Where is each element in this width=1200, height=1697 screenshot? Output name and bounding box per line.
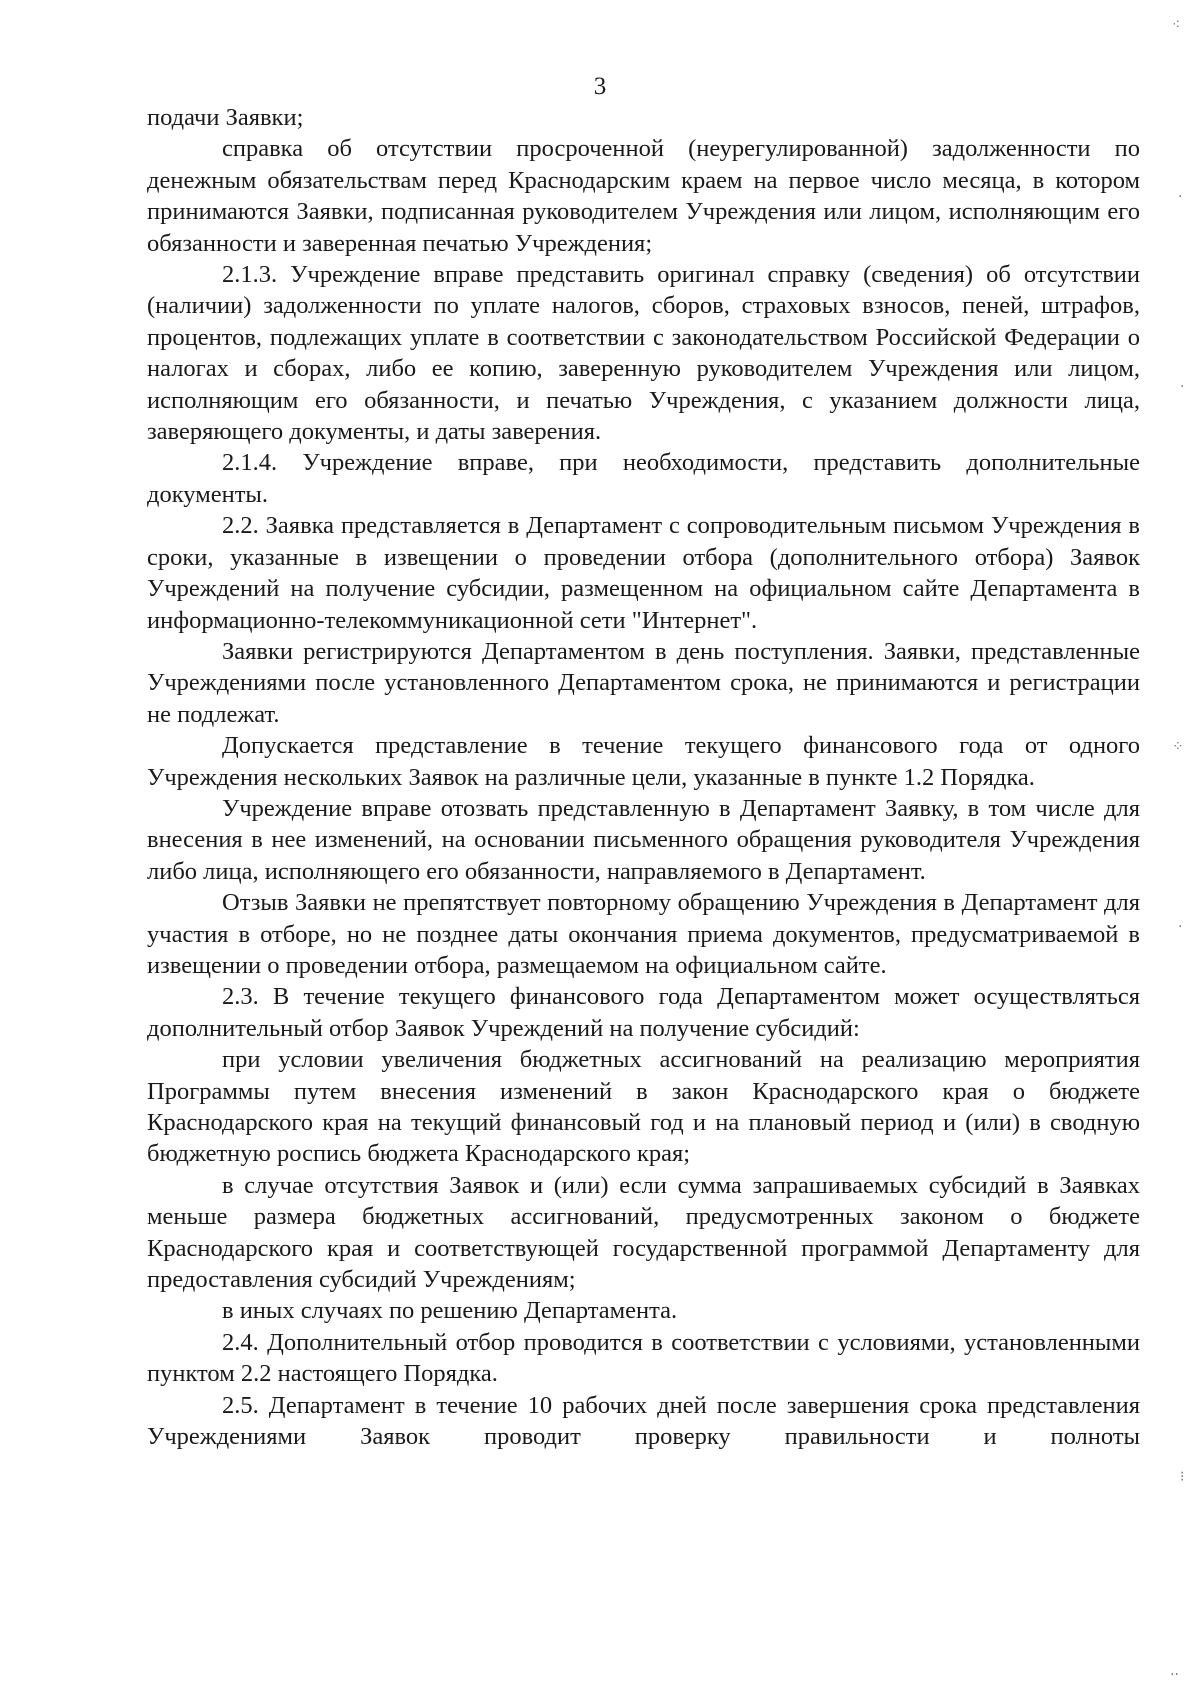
paragraph: 2.1.4. Учреждение вправе, при необходимости, представить дополнительные документы. [147, 449, 1140, 508]
paragraph: 2.1.3. Учреждение вправе представить оригинал справку (сведения) об отсутствии (наличии) задолженности по уплате налогов, сборов, страховых взносов, пеней, штрафов, процентов, подлежащих уплате в соответствии с законодательством Российской Федерации о налогах и сборах, либо ее копию, заверенную руководителем Учреждения или лицом, исполняющим его обязанности, и печатью Учреждения, с указанием должности лица, заверяющего документы, и даты заверения. [147, 261, 1140, 446]
paragraph: в иных случаях по решению Департамента. [222, 1297, 678, 1325]
paragraph: справка об отсутствии просроченной (неурегулированной) задолженности по денежным обязательствам перед Краснодарским краем на первое число месяца, в котором принимаются Заявки, подписанная руководителем Учреждения или лицом, исполняющим его обязанности и заверенная печатью Учреждения; [147, 135, 1140, 257]
scan-noise: ⁖ [1172, 17, 1181, 33]
paragraph: 2.4. Дополнительный отбор проводится в соответствии с условиями, установленными пунктом 2.2 настоящего Порядка. [147, 1328, 1140, 1388]
paragraph: Отзыв Заявки не препятствует повторному обращению Учреждения в Департамент для участия в отборе, но не позднее даты окончания приема документов, предусматриваемой в извещении о проведении отбора, размещаемом на официальном сайте. [147, 889, 1140, 979]
paragraph: Учреждение вправе отозвать представленную в Департамент Заявку, в том числе для внесения в нее изменений, на основании письменного обращения руководителя Учреждения либо лица, исполняющего его обязанности, направляемого в Департамент. [147, 794, 1140, 885]
paragraph: в случае отсутствия Заявок и (или) если сумма запрашиваемых субсидий в Заявках меньше размера бюджетных ассигнований, предусмотренных законом о бюджете Краснодарского края и соответствующей государственной программой Департаменту для предоставления субсидий Учреждениям; [147, 1171, 1140, 1294]
paragraph: 2.5. Департамент в течение 10 рабочих дней после завершения срока представления Учреждениями Заявок проводит проверку правильности и полноты [147, 1391, 1140, 1451]
paragraph: Заявки регистрируются Департаментом в день поступления. Заявки, представленные Учреждениями после установленного Департаментом срока, не принимаются и регистрации не подлежат. [147, 637, 1140, 728]
scan-noise: · [1180, 379, 1185, 395]
paragraph: Допускается представление в течение текущего финансового года от одного Учреждения нескольких Заявок на различные цели, указанные в пункте 1.2 Порядка. [147, 732, 1140, 791]
scan-noise: · [1178, 919, 1183, 935]
paragraph: при условии увеличения бюджетных ассигнований на реализацию мероприятия Программы путем внесения изменений в закон Краснодарского края о бюджете Краснодарского края на текущий финансовый год и на плановый период и (или) в сводную бюджетную роспись бюджета Краснодарского края; [147, 1046, 1140, 1168]
scan-noise: · [1178, 189, 1183, 205]
paragraph: 2.2. Заявка представляется в Департамент с сопроводительным письмом Учреждения в сроки, указанные в извещении о проведении отбора (дополнительного отбора) Заявок Учреждений на получение субсидии, размещенном на официальном сайте Департамента в информационно-телекоммуникационной сети "Интернет". [147, 512, 1140, 634]
document-body [147, 102, 1140, 1452]
scan-noise: ·· [1170, 1667, 1179, 1683]
paragraph: 2.3. В течение текущего финансового года Департаментом может осуществляться дополнительный отбор Заявок Учреждений на получение субсидий: [147, 983, 1140, 1042]
scan-noise: ⁘ [1172, 739, 1184, 755]
paragraph: подачи Заявки; [147, 104, 304, 131]
page-number: 3 [593, 73, 607, 100]
scan-noise: ⁝ [1180, 1469, 1185, 1485]
